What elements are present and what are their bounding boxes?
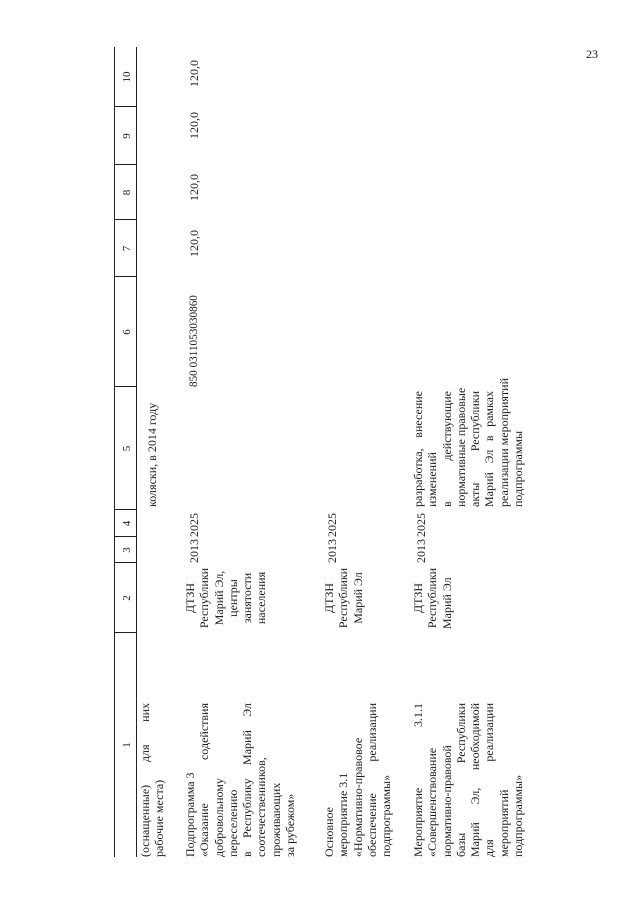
col-number-5: 5	[121, 445, 133, 452]
table-top-rule	[114, 47, 115, 857]
row-sub3-col1-line: в Республику Марий Эл	[240, 703, 255, 857]
row-act311-col1-line: «Совершенствование	[425, 747, 440, 857]
header-bottom-rule	[136, 47, 137, 857]
row-sub3-value-col8: 120,0	[187, 174, 201, 201]
row-sub3-value-col7: 120,0	[187, 230, 201, 257]
row-act311-col1-line: подпрограммы»	[511, 774, 526, 857]
row-act311-start-year: 2013	[414, 539, 428, 563]
continuation-col1	[138, 703, 167, 857]
row-main31-start-year: 2013	[325, 539, 339, 563]
rotated-table	[114, 47, 614, 857]
row-sub3-col2-line: Республики	[197, 567, 212, 629]
row-sub3-col1-line: соотечественников,	[254, 757, 269, 857]
col-number-9: 9	[121, 133, 133, 139]
row-act311-col5-line: нормативные правовые	[453, 387, 468, 507]
row-main31-col1-line: Основное	[322, 807, 336, 857]
row-sub3-col2-line: Марий Эл,	[211, 570, 226, 626]
row-act311-col5-line: изменений	[425, 452, 440, 507]
row-act311-col1-line: мероприятий	[496, 789, 511, 857]
row-main31-col1-line: подпрограммы»	[379, 774, 394, 857]
row-act311-col2-line: Марий Эл	[439, 577, 454, 629]
row-act311-col1-line: для реализации	[482, 703, 497, 857]
row-sub3-col2-line: ДТЗН	[183, 582, 197, 614]
col-number-7: 7	[121, 245, 133, 252]
col-number-6: 6	[121, 329, 133, 335]
row-main31-end-year: 2025	[325, 513, 339, 537]
row-act311-col1-line: базы Республики	[453, 703, 468, 857]
row-act311-col1-line: Мероприятие 3.1.1	[411, 703, 425, 857]
row-sub3-end-year: 2025	[187, 513, 201, 537]
col-number-8: 8	[121, 189, 133, 196]
col-number-10: 10	[121, 71, 133, 83]
row-act311-col2	[411, 567, 454, 629]
page-number: 23	[586, 47, 598, 61]
row-act311-col1-line: Марий Эл, необходимой	[468, 703, 483, 857]
row-act311-col5-line: разработка, внесение	[411, 391, 425, 507]
row-main31-col1-line: «Нормативно-правовое	[350, 737, 365, 857]
row-main31-col1	[322, 703, 393, 857]
row-act311-col5-line: Марий Эл в рамках	[482, 391, 497, 507]
row-main31-col2-line: ДТЗН	[322, 582, 336, 614]
continuation-col1-line: рабочие места)	[152, 779, 167, 857]
row-sub3-col2-line: занятости	[240, 572, 255, 624]
row-sub3-col1-line: за рубежом»	[283, 793, 298, 857]
row-sub3-col1	[183, 703, 297, 857]
row-act311-col5-line: реализации мероприятий	[496, 377, 511, 507]
row-sub3-col2-line: центры	[225, 579, 240, 617]
row-main31-col1-line: мероприятие 3.1	[336, 772, 351, 857]
row-sub3-value-col10: 120,0	[187, 60, 201, 87]
row-act311-end-year: 2025	[414, 513, 428, 537]
row-act311-col1	[411, 703, 525, 857]
row-main31-col2-line: Марий Эл	[350, 572, 365, 624]
row-sub3-col1-line: проживающих	[268, 782, 283, 857]
row-act311-col2-line: Республики	[425, 567, 440, 629]
row-sub3-col2	[183, 567, 269, 629]
row-sub3-col1-line: добровольному	[211, 778, 226, 857]
row-sub3-value-col9: 120,0	[187, 112, 201, 139]
col-number-1: 1	[121, 742, 133, 748]
row-act311-col5	[411, 377, 526, 507]
col-number-4: 4	[121, 520, 133, 527]
row-main31-col2	[322, 567, 365, 629]
row-sub3-col1-line: переселению	[225, 789, 240, 857]
row-act311-col5-line: акты Республики	[468, 391, 483, 507]
col-number-3: 3	[121, 547, 133, 553]
row-sub3-col1-line: Подпрограмма 3	[183, 772, 197, 857]
row-sub3-budget-code: 850 0311053030860	[188, 295, 200, 387]
row-main31-col1-line: обеспечение реализации	[364, 703, 379, 857]
col-number-2: 2	[121, 595, 133, 601]
continuation-col5: коляски, в 2014 году	[145, 402, 159, 507]
row-act311-col2-line: ДТЗН	[411, 582, 425, 614]
row-act311-col5-line: подпрограммы	[511, 430, 526, 507]
continuation-col1-line: (оснащенные) для них	[138, 703, 152, 857]
row-act311-col5-line: в действующие	[439, 391, 454, 507]
row-sub3-col2-line: населения	[254, 571, 269, 625]
row-act311-col1-line: нормативно-правовой	[439, 745, 454, 857]
row-sub3-col1-line: «Оказание содействия	[197, 703, 212, 857]
row-sub3-start-year: 2013	[187, 539, 201, 563]
row-main31-col2-line: Республики	[336, 567, 351, 629]
